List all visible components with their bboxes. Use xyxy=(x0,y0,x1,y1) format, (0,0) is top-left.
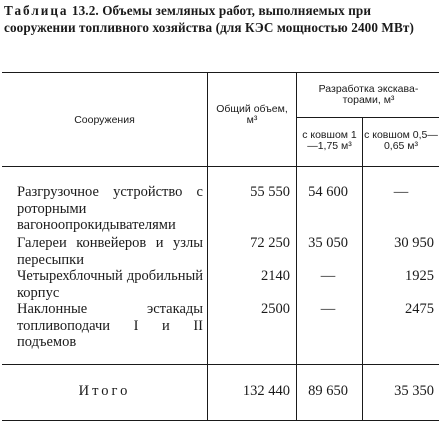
table-cell-small: 1925 xyxy=(405,268,434,284)
table-bottom-rule xyxy=(2,420,439,421)
col-divider-1 xyxy=(207,72,208,420)
table-cell-total: 55 550 xyxy=(250,184,290,200)
table-top-rule xyxy=(2,72,439,73)
header-excavation: Разработка экскава-торами, м³ xyxy=(318,83,419,106)
table-caption xyxy=(4,2,436,36)
header-total-volume: Общий объем, м³ xyxy=(216,103,288,126)
table-cell-total: 72 250 xyxy=(250,235,290,251)
caption-label: Таблица xyxy=(4,3,69,18)
table-cell-small: 2475 xyxy=(405,301,434,317)
table-cell-large: 54 600 xyxy=(308,184,348,200)
table-cell-large: — xyxy=(320,301,336,317)
excavation-subheader-rule xyxy=(296,117,439,118)
table-cell-large: — xyxy=(320,268,336,284)
table-row-name: Разгрузочное устройство с роторными вагоноопрокидывателями xyxy=(17,184,203,233)
total-cell-large: 89 650 xyxy=(308,383,348,399)
col-divider-2 xyxy=(296,72,297,420)
header-structures: Сооружения xyxy=(74,114,135,126)
col-divider-3 xyxy=(362,117,363,420)
header-bucket-large: с ковшом 1—1,75 м³ xyxy=(302,129,357,152)
table-cell-total: 2500 xyxy=(261,301,290,317)
header-bucket-small: с ковшом 0,5—0,65 м³ xyxy=(364,129,438,152)
total-row-label: Итого xyxy=(78,383,131,399)
table-row-name: Четырехблочный дробильный корпус xyxy=(17,268,203,301)
header-bottom-rule xyxy=(2,166,439,167)
table-cell-large: 35 050 xyxy=(308,235,348,251)
total-cell-total: 132 440 xyxy=(242,383,290,399)
table-cell-small: 30 950 xyxy=(394,235,434,251)
total-top-rule xyxy=(2,364,439,365)
table-cell-total: 2140 xyxy=(261,268,290,284)
table-row-name: Наклонные эстакады топливоподачи I и II подъемов xyxy=(17,301,203,350)
caption-number: 13.2. xyxy=(71,3,99,18)
table-cell-small: — xyxy=(393,184,409,200)
caption-text: Объемы земляных работ, выполняемых при сооружении топливного хозяйства (для КЭС мощностью 2400 МВт) xyxy=(4,3,414,35)
total-cell-small: 35 350 xyxy=(394,383,434,399)
table-row-name: Галереи конвейеров и узлы пересыпки xyxy=(17,235,203,268)
